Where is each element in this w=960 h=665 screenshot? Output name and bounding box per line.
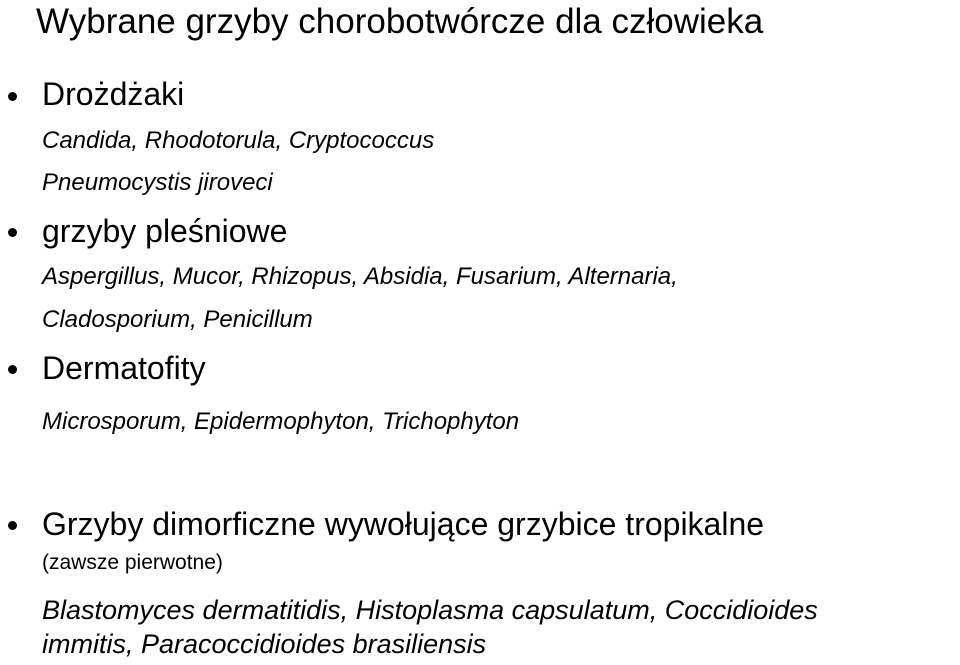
section-line: Pneumocystis jiroveci xyxy=(42,169,273,196)
section-heading-dimorphic: Grzyby dimorficzne wywołujące grzybice tropikalne xyxy=(42,506,765,542)
section-line: Candida, Rhodotorula, Cryptococcus xyxy=(42,127,435,154)
bullet-icon xyxy=(8,365,17,374)
bullet-icon xyxy=(8,228,17,237)
section-line: Aspergillus, Mucor, Rhizopus, Absidia, Fusarium, Alternaria, xyxy=(42,263,678,290)
section-heading-yeasts: Drożdżaki xyxy=(42,76,185,112)
bullet-icon xyxy=(8,521,17,530)
section-line: Cladosporium, Penicillum xyxy=(42,306,313,333)
section-heading-dermatophytes: Dermatofity xyxy=(42,350,206,386)
section-line: Blastomyces dermatitidis, Histoplasma capsulatum, Coccidioides xyxy=(42,595,818,625)
section-heading-molds: grzyby pleśniowe xyxy=(42,213,288,249)
section-line: Microsporum, Epidermophyton, Trichophyton xyxy=(42,408,520,435)
section-line: immitis, Paracoccidioides brasiliensis xyxy=(42,629,487,659)
section-note: (zawsze pierwotne) xyxy=(42,551,223,574)
bullet-icon xyxy=(8,92,17,101)
slide-title: Wybrane grzyby chorobotwórcze dla człowieka xyxy=(36,2,764,41)
